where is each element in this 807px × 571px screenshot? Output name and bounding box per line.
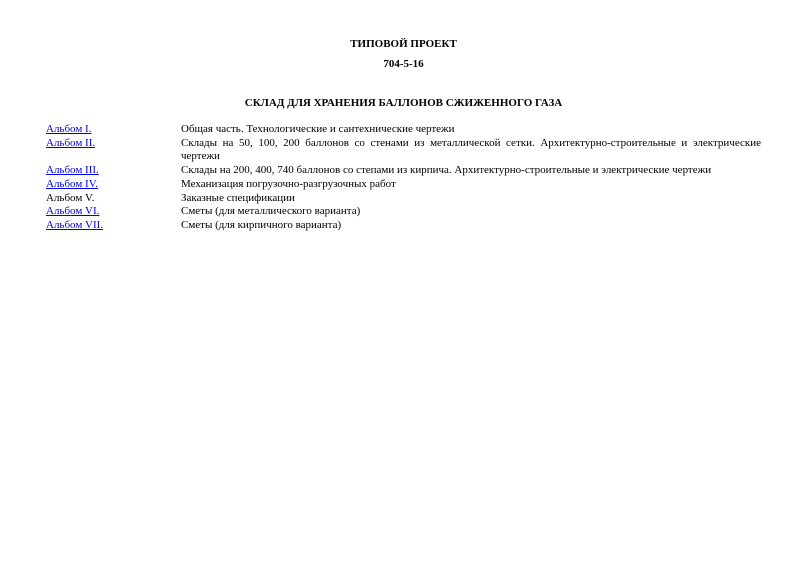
album-row: [46, 123, 761, 137]
album-7-description: Сметы (для кирпичного варианта): [181, 218, 342, 231]
album-7-link[interactable]: Альбом VII.: [46, 218, 104, 231]
album-row: [46, 178, 761, 192]
album-1-link[interactable]: Альбом I.: [46, 123, 92, 135]
album-3-description: Склады на 200, 400, 740 баллонов со степами из кирпича. Архитектурно-строительные и электрические чертежи: [181, 164, 712, 177]
document-subtitle: СКЛАД ДЛЯ ХРАНЕНИЯ БАЛЛОНОВ СЖИЖЕННОГО ГАЗА: [244, 97, 563, 109]
project-code: 704-5-16: [383, 58, 424, 70]
album-5-description: Заказные спецификации: [181, 191, 295, 204]
album-row: [46, 192, 761, 206]
album-1-description: Общая часть. Технологические и сантехнические чертежи: [181, 123, 455, 135]
album-list: [46, 123, 761, 233]
album-row: [46, 205, 761, 219]
album-2-description: Склады на 50, 100, 200 баллонов со стенами из металлической сетки. Архитектурно-строительные и электрические чертежи: [181, 136, 761, 163]
album-5-label: Альбом V.: [46, 191, 95, 204]
album-row: [46, 164, 761, 178]
album-6-description: Сметы (для металлического варианта): [181, 205, 361, 218]
album-row: [46, 137, 761, 164]
album-2-link[interactable]: Альбом II.: [46, 136, 96, 149]
document-title: ТИПОВОЙ ПРОЕКТ: [350, 38, 457, 50]
album-4-description: Механизация погрузочно-разгрузочных работ: [181, 177, 396, 190]
album-4-link[interactable]: Альбом IV.: [46, 177, 98, 190]
album-row: [46, 219, 761, 233]
album-3-link[interactable]: Альбом III.: [46, 164, 99, 177]
album-6-link[interactable]: Альбом VI.: [46, 205, 100, 218]
